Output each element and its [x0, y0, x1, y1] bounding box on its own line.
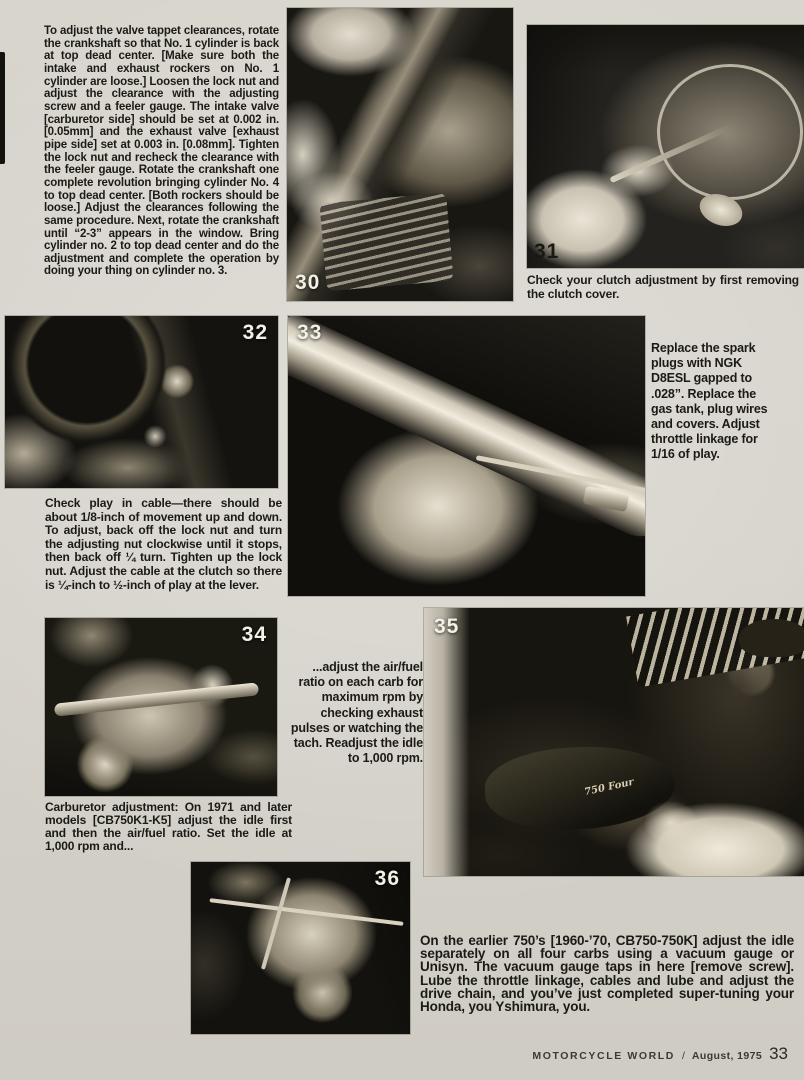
footer-separator: /	[682, 1050, 685, 1062]
earlier-750-paragraph: On the earlier 750’s [1960-’70, CB750-750K] adjust the idle separately on all four carbs using a vacuum gauge or Unisyn. The vacuum gauge taps in here [remove screw]. Lube the throttle linkage, cables and lube and adjust the drive chain, and you’ve just completed super-tuning your Honda, you Yshimura, you.	[420, 933, 794, 1015]
page-number: 33	[769, 1044, 788, 1063]
carburetor-caption: Carburetor adjustment: On 1971 and later models [CB750K1-K5] adjust the idle first and then the air/fuel ratio. Set the idle at 1,000 rpm and...	[45, 800, 292, 853]
hand-graphic	[644, 801, 698, 845]
valve-adjustment-paragraph: To adjust the valve tappet clearances, rotate the crankshaft so that No. 1 cylinder is back at top dead center. [Make sure both the intake and exhaust rockers on No. 1 cylinder are loose.] Loosen the lock nut and adjust the clearance with the adjusting screw and a feeler gauge. The intake valve [carburetor side] should be set at 0.002 in. [0.05mm] and the exhaust valve [exhaust pipe side] set at 0.003 in. [0.08mm]. Tighten the lock nut and recheck the clearance with the feeler gauge. Rotate the crankshaft one complete revolution bringing cylinder No. 4 to top dead center. [Both rockers should be loose.] Adjust the clearances following the same procedure. Next, rotate the crankshaft until “2-3” appears in the window. Bring cylinder no. 2 to top dead center and do the adjustment and complete the operation by doing your thing on cylinder no. 3.	[44, 25, 279, 278]
linkage-rod-vertical-graphic	[261, 877, 291, 969]
linkage-rod-graphic	[209, 898, 403, 926]
photo-32-number: 32	[242, 321, 268, 344]
photo-30-valve-adjust	[287, 8, 513, 301]
mechanic-hat-graphic	[739, 619, 804, 657]
clutch-caption: Check your clutch adjustment by first removing the clutch cover.	[527, 273, 799, 301]
photo-31-clutch-cover	[527, 25, 804, 268]
chrome-tube-graphic	[288, 316, 645, 546]
cylinder-fins-graphic	[320, 193, 454, 292]
issue-date: August, 1975	[691, 1050, 763, 1062]
clutch-cover-ring-graphic	[657, 64, 803, 200]
spark-plug-note: Replace the spark plugs with NGK D8ESL gapped to .028”. Replace the gas tank, plug wires and covers. Adjust throttle linkage for 1/16 of play.	[651, 341, 768, 462]
photo-30-number: 30	[295, 271, 321, 294]
photo-34-number: 34	[241, 623, 267, 646]
photo-34-carburetor	[45, 618, 277, 796]
magazine-name: MOTORCYCLE WORLD	[532, 1050, 675, 1062]
photo-33-throttle-linkage	[288, 316, 645, 596]
cable-play-caption: Check play in cable—there should be about 1/8-inch of movement up and down. To adjust, back off the lock nut and turn the adjusting nut clockwise until it stops, then back off ¼ turn. Tighten up the lock nut. Adjust the cable at the clutch so there is ¼-inch to ½-inch of play at the lever.	[45, 496, 282, 592]
photo-33-number: 33	[297, 321, 323, 344]
photo-35-mechanic-tuning	[424, 608, 804, 876]
air-fuel-note: ...adjust the air/fuel ratio on each carb for maximum rpm by checking exhaust pulses or watching the tach. Readjust the idle to 1,000 rpm.	[290, 660, 423, 766]
photo-31-number: 31	[534, 240, 560, 263]
photo-32-cable-adjuster	[5, 316, 278, 488]
page-footer	[532, 1044, 788, 1064]
photo-36-vacuum-tap	[191, 862, 410, 1034]
photo-36-number: 36	[374, 867, 400, 890]
photo-35-number: 35	[434, 615, 460, 638]
scan-edge-artifact	[0, 52, 5, 164]
fuel-pipe-graphic	[54, 682, 259, 716]
tank-logo-text: 750 Four	[583, 777, 635, 799]
